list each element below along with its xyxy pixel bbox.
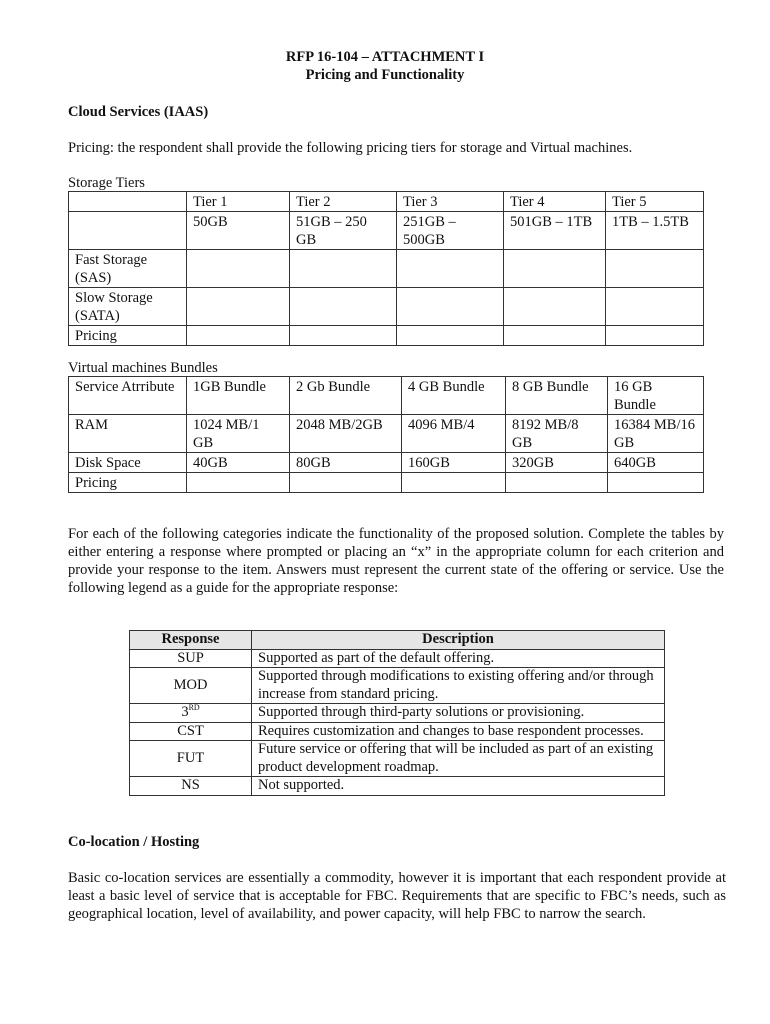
table-cell [69, 212, 187, 250]
table-cell: Pricing [69, 473, 187, 493]
document-subtitle: Pricing and Functionality [305, 67, 465, 83]
table-cell: 8 GB Bundle [506, 377, 608, 415]
response-legend-table [129, 630, 665, 796]
table-cell: Slow Storage (SATA) [69, 288, 187, 326]
table-row [69, 192, 704, 212]
table-row [130, 704, 665, 723]
table-cell [187, 250, 290, 288]
table-row [69, 473, 704, 493]
vm-bundles-table [68, 376, 704, 493]
table-cell: 50GB [187, 212, 290, 250]
table-cell: 80GB [290, 453, 402, 473]
table-cell [504, 250, 606, 288]
table-cell: Disk Space [69, 453, 187, 473]
legend-header-description: Description [252, 631, 665, 650]
table-cell [606, 326, 704, 346]
table-cell: Tier 3 [397, 192, 504, 212]
table-cell: 251GB – 500GB [397, 212, 504, 250]
table-cell: 4096 MB/4 [402, 415, 506, 453]
storage-tiers-caption: Storage Tiers [68, 175, 145, 191]
table-row [69, 453, 704, 473]
table-cell: 1024 MB/1 GB [187, 415, 290, 453]
table-cell: 40GB [187, 453, 290, 473]
table-cell [290, 250, 397, 288]
table-cell [397, 250, 504, 288]
table-cell [608, 473, 704, 493]
legend-description: Not supported. [252, 777, 665, 796]
table-cell: Tier 5 [606, 192, 704, 212]
section-heading-colocation: Co-location / Hosting [68, 834, 200, 850]
table-cell: Pricing [69, 326, 187, 346]
table-cell: 160GB [402, 453, 506, 473]
table-row [69, 326, 704, 346]
legend-description: Requires customization and changes to base respondent processes. [252, 722, 665, 741]
table-cell: 1TB – 1.5TB [606, 212, 704, 250]
table-cell [402, 473, 506, 493]
legend-header-response: Response [130, 631, 252, 650]
table-row [69, 250, 704, 288]
table-row [130, 668, 665, 704]
table-cell [397, 326, 504, 346]
legend-code: MOD [130, 668, 252, 704]
table-cell: Tier 2 [290, 192, 397, 212]
table-cell [69, 192, 187, 212]
legend-code: CST [130, 722, 252, 741]
table-cell: 4 GB Bundle [402, 377, 506, 415]
table-cell [606, 250, 704, 288]
table-cell: 2 Gb Bundle [290, 377, 402, 415]
functionality-paragraph: For each of the following categories indicate the functionality of the proposed solution. Complete the tables by either entering a response where prompted or placing an “x” in the appropriate column for each criterion and provide your response to the item. Answers must represent the current state of the offering or service. Use the following legend as a guide for the appropriate response: [68, 526, 724, 596]
table-cell: RAM [69, 415, 187, 453]
table-cell: 8192 MB/8 GB [506, 415, 608, 453]
table-cell [504, 326, 606, 346]
table-cell: 320GB [506, 453, 608, 473]
table-cell: 501GB – 1TB [504, 212, 606, 250]
table-cell: Tier 4 [504, 192, 606, 212]
table-cell [504, 288, 606, 326]
legend-code-superscript: RD [188, 703, 200, 713]
legend-code-number: 3 [181, 704, 189, 720]
table-cell: 16 GB Bundle [608, 377, 704, 415]
table-cell [290, 473, 402, 493]
table-cell: Tier 1 [187, 192, 290, 212]
legend-code [130, 704, 252, 723]
table-row [69, 212, 704, 250]
table-cell [187, 288, 290, 326]
legend-code: NS [130, 777, 252, 796]
legend-description: Supported through third-party solutions or provisioning. [252, 704, 665, 723]
table-row [69, 415, 704, 453]
table-cell [290, 326, 397, 346]
table-row [69, 377, 704, 415]
table-row [130, 777, 665, 796]
table-cell [606, 288, 704, 326]
table-cell [397, 288, 504, 326]
table-cell: 640GB [608, 453, 704, 473]
table-cell [187, 473, 290, 493]
table-row [130, 741, 665, 777]
table-cell: 16384 MB/16 GB [608, 415, 704, 453]
table-cell [506, 473, 608, 493]
legend-code: FUT [130, 741, 252, 777]
table-cell: Fast Storage (SAS) [69, 250, 187, 288]
colocation-paragraph: Basic co-location services are essentially a commodity, however it is important that each respondent provide at least a basic level of service that is acceptable for FBC. Requirements that are specific to FBC’s needs, such as geographical location, level of availability, and power capacity, will help FBC to narrow the search. [68, 870, 726, 922]
vm-bundles-caption: Virtual machines Bundles [68, 360, 218, 376]
legend-description: Future service or offering that will be included as part of an existing product development roadmap. [252, 741, 665, 777]
storage-tiers-table [68, 191, 704, 346]
legend-description: Supported as part of the default offering. [252, 649, 665, 668]
section-heading-cloud: Cloud Services (IAAS) [68, 104, 209, 120]
table-cell [290, 288, 397, 326]
table-row [130, 649, 665, 668]
table-cell: 1GB Bundle [187, 377, 290, 415]
table-cell [187, 326, 290, 346]
table-row [69, 288, 704, 326]
table-cell: 51GB – 250 GB [290, 212, 397, 250]
table-row [130, 631, 665, 650]
document-title: RFP 16-104 – ATTACHMENT I [285, 49, 485, 65]
table-row [130, 722, 665, 741]
table-cell: Service Atrribute [69, 377, 187, 415]
legend-description: Supported through modifications to existing offering and/or through increase from standard pricing. [252, 668, 665, 704]
pricing-paragraph: Pricing: the respondent shall provide the following pricing tiers for storage and Virtual machines. [68, 140, 633, 156]
legend-code: SUP [130, 649, 252, 668]
table-cell: 2048 MB/2GB [290, 415, 402, 453]
